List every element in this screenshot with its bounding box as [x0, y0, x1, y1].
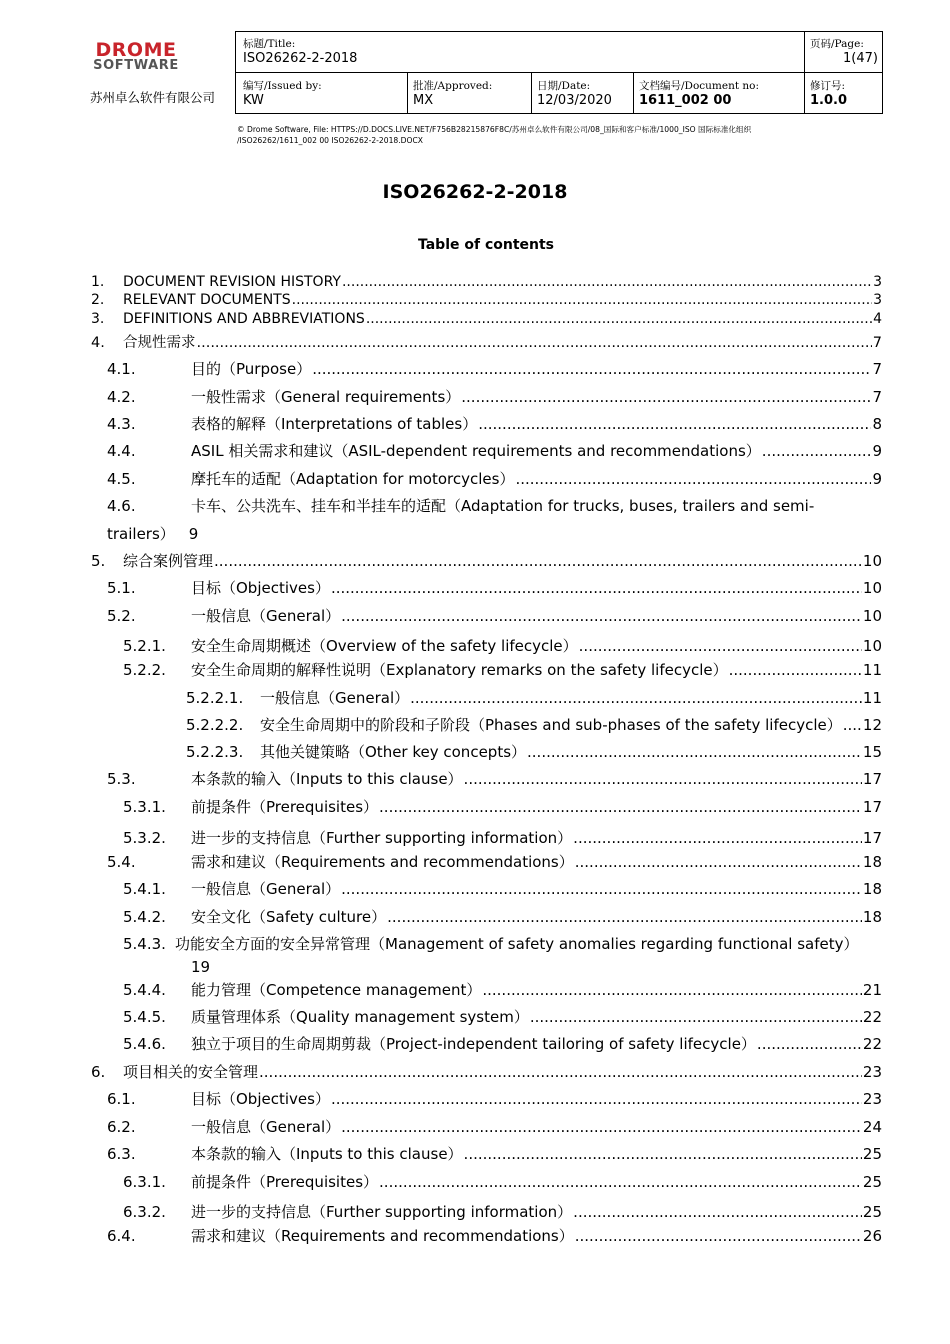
- page-value: 1(47): [843, 51, 878, 66]
- toc-entry-5-4-4[interactable]: 5.4.4. 能力管理（Competence management） ..... 21: [123, 979, 882, 1000]
- toc-entry-5-1[interactable]: 5.1. 目标（Objectives） ..... 10: [107, 577, 882, 598]
- toc-entry-6-4[interactable]: 6.4. 需求和建议（Requirements and recommendations） ..... 26: [107, 1225, 882, 1246]
- docno-value: 1611_002 00: [639, 93, 732, 108]
- toc-entry-2[interactable]: 2. RELEVANT DOCUMENTS ..... 3: [91, 292, 882, 308]
- file-path-line2: /ISO26262/1611_002 00 ISO26262-2-2018.DOCX: [237, 136, 423, 145]
- rev-label: 修订号:: [810, 80, 846, 92]
- issued-label: 编写/Issued by:: [243, 80, 322, 92]
- toc-entry-5-3-1[interactable]: 5.3.1. 前提条件（Prerequisites） ..... 17: [123, 796, 882, 817]
- toc-entry-5-4-1[interactable]: 5.4.1. 一般信息（General） ..... 18: [123, 878, 882, 899]
- toc-entry-4-6[interactable]: 4.6. 卡车、公共洗车、挂车和半挂车的适配（Adaptation for trucks, buses, trailers and semi-: [107, 497, 815, 515]
- toc-entry-4[interactable]: 4. 合规性需求 ..... 7: [91, 331, 882, 352]
- toc-entry-5-4-5[interactable]: 5.4.5. 质量管理体系（Quality management system） ..... 22: [123, 1006, 882, 1027]
- toc-entry-5-2[interactable]: 5.2. 一般信息（General） ..... 10: [107, 605, 882, 626]
- file-path: [237, 124, 877, 146]
- toc-entry-4-3[interactable]: 4.3. 表格的解释（Interpretations of tables） ..... 8: [107, 413, 882, 434]
- date-value: 12/03/2020: [537, 93, 612, 108]
- toc-entry-6-3[interactable]: 6.3. 本条款的输入（Inputs to this clause） ..... 25: [107, 1143, 882, 1164]
- toc-entry-6-3-1[interactable]: 6.3.1. 前提条件（Prerequisites） ..... 25: [123, 1171, 882, 1192]
- docno-label: 文档编号/Document no:: [639, 80, 760, 92]
- toc-entry-6[interactable]: 6. 项目相关的安全管理 ..... 23: [91, 1061, 882, 1082]
- toc-entry-4-2[interactable]: 4.2. 一般性需求（General requirements） ..... 7: [107, 386, 882, 407]
- toc-entry-5-4-3[interactable]: 5.4.3. 功能安全方面的安全异常管理（Management of safety anomalies regarding functional safety）: [123, 935, 859, 953]
- toc-entry-5-4-2[interactable]: 5.4.2. 安全文化（Safety culture） ..... 18: [123, 906, 882, 927]
- toc-heading: Table of contents: [417, 237, 555, 253]
- toc-entry-5-2-2[interactable]: 5.2.2. 安全生命周期的解释性说明（Explanatory remarks on the safety lifecycle） ..... 11: [123, 659, 882, 680]
- toc-entry-4-6-continued[interactable]: trailers） 9: [107, 525, 199, 543]
- approved-label: 批准/Approved:: [413, 80, 493, 92]
- toc-entry-5-3[interactable]: 5.3. 本条款的输入（Inputs to this clause） ..... 17: [107, 768, 882, 789]
- toc-entry-5-4-3-page[interactable]: 19: [191, 958, 211, 976]
- toc-entry-4-5[interactable]: 4.5. 摩托车的适配（Adaptation for motorcycles） ..... 9: [107, 468, 882, 489]
- toc-entry-6-3-2[interactable]: 6.3.2. 进一步的支持信息（Further supporting information） ..... 25: [123, 1201, 882, 1222]
- file-path-line1: © Drome Software, File: HTTPS://D.DOCS.LIVE.NET/F756B28215876F8C/苏州卓么软件有限公司/08_国际和客户标准/1000_ISO 国际标准化组织: [237, 125, 752, 134]
- toc-entry-5-4-6[interactable]: 5.4.6. 独立于项目的生命周期剪裁（Project-independent tailoring of safety lifecycle） ..... 22: [123, 1033, 882, 1054]
- title-label: 标题/Title:: [243, 38, 296, 50]
- header-table: [235, 31, 883, 114]
- toc-entry-5-3-2[interactable]: 5.3.2. 进一步的支持信息（Further supporting information） ..... 17: [123, 827, 882, 848]
- toc-entry-6-2[interactable]: 6.2. 一般信息（General） ..... 24: [107, 1116, 882, 1137]
- approved-value: MX: [413, 93, 434, 108]
- toc-entry-4-4[interactable]: 4.4. ASIL 相关需求和建议（ASIL-dependent requirements and recommendations） ..... 9: [107, 440, 882, 461]
- issued-value: KW: [243, 93, 264, 108]
- toc-entry-6-1[interactable]: 6.1. 目标（Objectives） ..... 23: [107, 1088, 882, 1109]
- toc-entry-4-1[interactable]: 4.1. 目的（Purpose） ..... 7: [107, 358, 882, 379]
- document-title: ISO26262-2-2018: [382, 181, 568, 203]
- toc-entry-5-2-2-3[interactable]: 5.2.2.3. 其他关键策略（Other key concepts） ..... 15: [186, 741, 882, 762]
- page-label: 页码/Page:: [810, 38, 864, 50]
- toc-entry-3[interactable]: 3. DEFINITIONS AND ABBREVIATIONS ..... 4: [91, 311, 882, 327]
- toc-entry-5[interactable]: 5. 综合案例管理 ..... 10: [91, 550, 882, 571]
- rev-value: 1.0.0: [810, 93, 848, 108]
- logo-line1: DROME: [95, 39, 177, 61]
- company-logo: [90, 39, 182, 73]
- toc-entry-5-2-2-2[interactable]: 5.2.2.2. 安全生命周期中的阶段和子阶段（Phases and sub-phases of the safety lifecycle） ..... 12: [186, 714, 882, 735]
- date-label: 日期/Date:: [537, 80, 591, 92]
- toc-entry-5-4[interactable]: 5.4. 需求和建议（Requirements and recommendations） ..... 18: [107, 851, 882, 872]
- title-value: ISO26262-2-2018: [243, 51, 358, 66]
- toc-entry-1[interactable]: 1. DOCUMENT REVISION HISTORY ..... 3: [91, 274, 882, 290]
- logo-line2: SOFTWARE: [93, 58, 179, 73]
- company-name: 苏州卓么软件有限公司: [90, 90, 216, 105]
- toc-entry-5-2-2-1[interactable]: 5.2.2.1. 一般信息（General） ..... 11: [186, 687, 882, 708]
- toc-entry-5-2-1[interactable]: 5.2.1. 安全生命周期概述（Overview of the safety lifecycle） ..... 10: [123, 635, 882, 656]
